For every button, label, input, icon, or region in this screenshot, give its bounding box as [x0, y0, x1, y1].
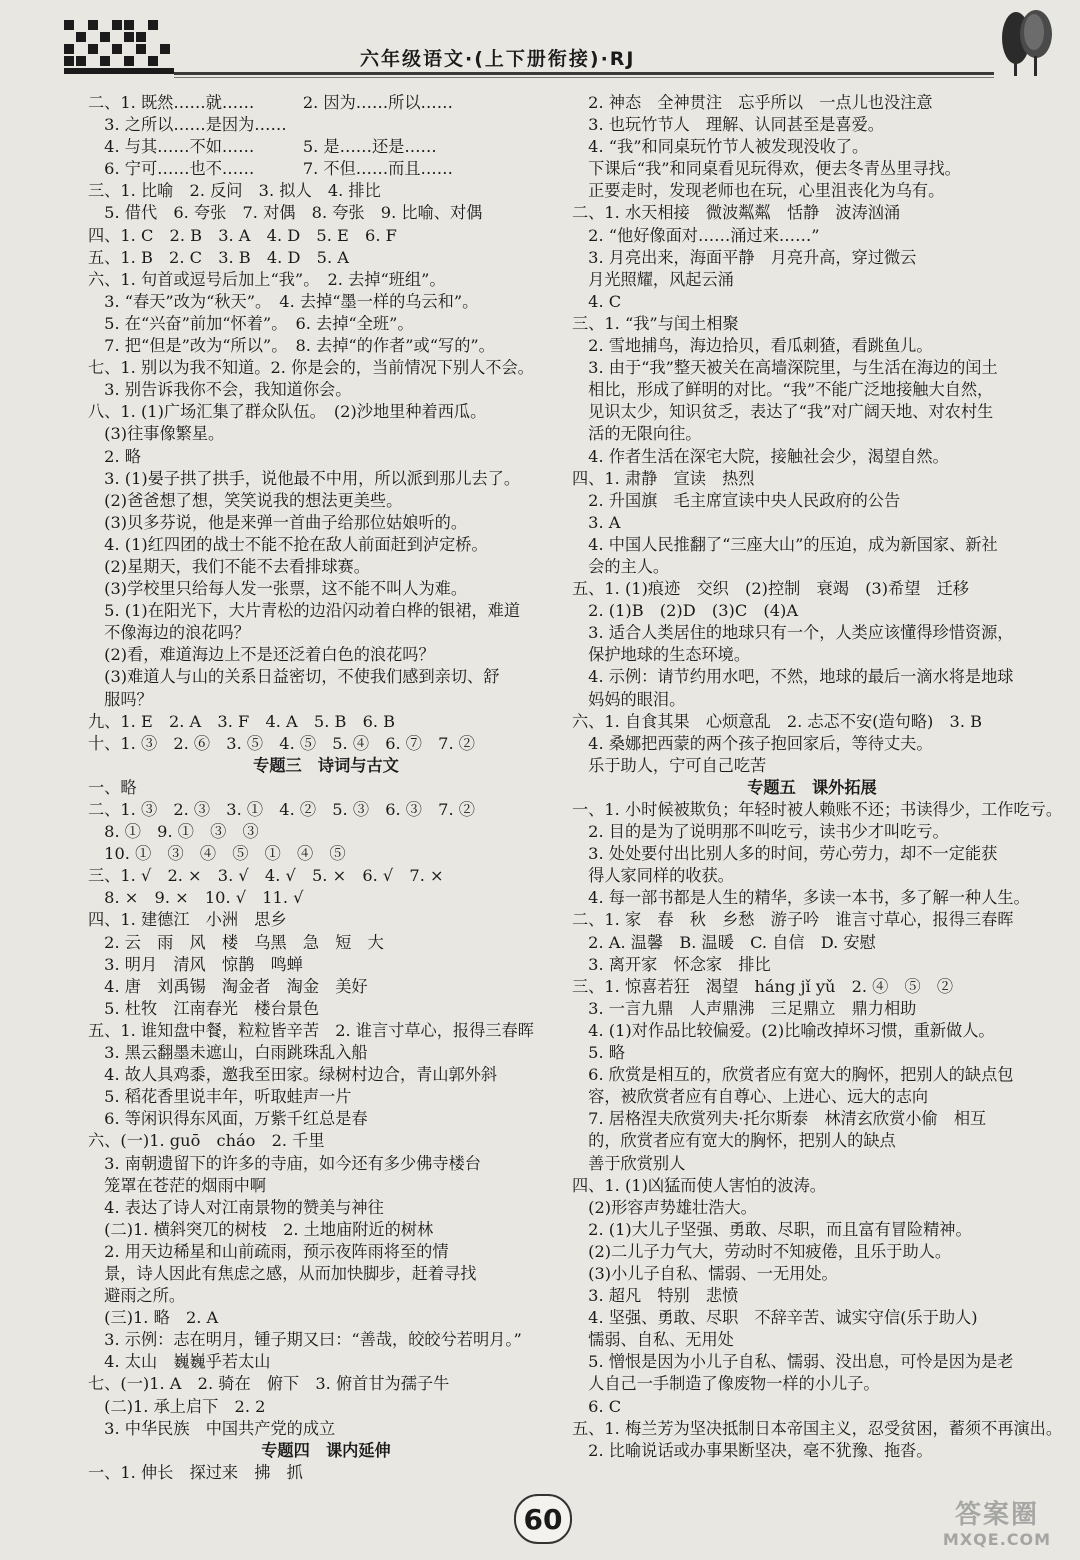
answer-line: (3)往事像繁星。: [88, 424, 225, 444]
answer-line: 3. 离开家 怀念家 排比: [572, 954, 771, 974]
answer-line: 4. (1)对作品比较偏爱。(2)比喻改掉坏习惯，重新做人。: [572, 1020, 995, 1040]
answer-line: 5. 略: [572, 1043, 625, 1063]
page-title: 六年级语文·(上下册衔接)·RJ: [360, 48, 636, 70]
answer-line: 5. 在“兴奋”前加“怀着”。 6. 去掉“全班”。: [88, 313, 414, 333]
answer-line: 三、1. √ 2. × 3. √ 4. √ 5. × 6. √ 7. ×: [88, 866, 444, 886]
answer-line: 一、1. 小时候被欺负；年轻时被人赖账不还；书读得少，工作吃亏。: [572, 800, 1063, 819]
answer-line: 4. (1)红四团的战士不能不抢在敌人前面赶到泸定桥。: [88, 534, 488, 554]
header-rule-thin: [174, 77, 994, 78]
answer-line: 四、1. C 2. B 3. A 4. D 5. E 6. F: [88, 225, 397, 245]
answer-line: 3. 黑云翻墨未遮山，白雨跳珠乱入船: [88, 1043, 368, 1063]
watermark-logo-text: 答案圈: [954, 1500, 1039, 1530]
answer-line: 善于欣赏别人: [572, 1153, 686, 1173]
answer-line: 会的主人。: [572, 556, 670, 576]
answer-line: 6. 宁可……也不…… 7. 不但……而且……: [88, 159, 453, 179]
answer-line: 3. 一言九鼎 人声鼎沸 三足鼎立 鼎力相助: [572, 998, 917, 1018]
answer-line: 2. 雪地捕鸟，海边拾贝，看瓜刺猹，看跳鱼儿。: [572, 336, 933, 356]
answer-line: 2. 略: [88, 446, 141, 466]
answer-line: 十、1. ③ 2. ⑥ 3. ⑤ 4. ⑤ 5. ④ 6. ⑦ 7. ②: [88, 733, 475, 753]
answer-line: 4. “我”和同桌玩竹节人被发现没收了。: [572, 137, 869, 157]
answer-line: 二、1. 水天相接 微波粼粼 恬静 波涛汹涌: [572, 203, 901, 223]
answer-line: 3. 月亮出来，海面平静 月亮升高，穿过微云: [572, 247, 917, 267]
answer-column-right: [572, 92, 1063, 1462]
answer-line: 懦弱、自私、无用处: [572, 1330, 734, 1350]
answer-line: 2. (1)大儿子坚强、勇敢、尽职，而且富有冒险精神。: [572, 1219, 972, 1239]
pixel-logo-icon: [64, 20, 174, 78]
answer-line: (2)爸爸想了想，笑笑说我的想法更美些。: [88, 490, 403, 510]
answer-line: 四、1. 建德江 小洲 思乡: [88, 910, 287, 930]
answer-line: 见识太少，知识贫乏，表达了“我”对广阔天地、对农村生: [572, 402, 994, 422]
tree-icon: [994, 8, 1058, 80]
answer-line: 三、1. “我”与闰土相聚: [572, 313, 739, 333]
answer-line: 避雨之所。: [88, 1286, 186, 1306]
watermark: [922, 1500, 1072, 1554]
header-rule: [174, 72, 994, 75]
page-number: 60: [514, 1494, 572, 1544]
answer-line: 3. 之所以……是因为……: [88, 115, 287, 135]
answer-line: 专题四 课内延伸: [261, 1440, 391, 1460]
answer-line: 5. 杜牧 江南春光 楼台景色: [88, 998, 320, 1018]
answer-line: 2. 神态 全神贯注 忘乎所以 一点儿也没注意: [572, 93, 933, 112]
answer-line: 3. 南朝遗留下的许多的寺庙，如今还有多少佛寺楼台: [88, 1153, 481, 1173]
answer-line: 人自己一手制造了像废物一样的小儿子。: [572, 1374, 880, 1394]
answer-line: (2)二儿子力气大，劳动时不知疲倦，且乐于助人。: [572, 1241, 952, 1261]
answer-line: 二、1. 家 春 秋 乡愁 游子吟 谁言寸草心，报得三春晖: [572, 910, 1014, 930]
answer-line: 3. (1)晏子拱了拱手，说他最不中用，所以派到那儿去了。: [88, 468, 521, 488]
answer-line: 3. A: [572, 512, 621, 532]
answer-line: 4. 故人具鸡黍，邀我至田家。绿树村边合，青山郭外斜: [88, 1065, 498, 1085]
answer-line: 5. 借代 6. 夸张 7. 对偶 8. 夸张 9. 比喻、对偶: [88, 203, 483, 223]
answer-line: 3. 适合人类居住的地球只有一个，人类应该懂得珍惜资源，: [572, 623, 1014, 643]
answer-line: 3. 别告诉我你不会，我知道你会。: [88, 380, 352, 400]
answer-line: 5. 憎恨是因为小儿子自私、懦弱、没出息，可怜是因为是老: [572, 1352, 1014, 1372]
answer-line: 6. 等闲识得东风面，万紫千红总是春: [88, 1109, 368, 1129]
answer-line: 一、1. 伸长 探过来 拂 抓: [88, 1462, 303, 1482]
answer-line: 容，被欣赏者应有自尊心、上进心、远大的志向: [572, 1087, 929, 1107]
answer-line: (3)小儿子自私、懦弱、一无用处。: [572, 1263, 838, 1283]
answer-line: 8. ① 9. ① ③ ③: [88, 822, 259, 842]
answer-line: 10. ① ③ ④ ⑤ ① ④ ⑤: [88, 844, 346, 864]
answer-line: 八、1. (1)广场汇集了群众队伍。 (2)沙地里种着西瓜。: [88, 402, 487, 422]
answer-line: 七、1. 别以为我不知道。2. 你是会的，当前情况下别人不会。: [88, 358, 534, 378]
answer-line: 6. C: [572, 1396, 622, 1416]
answer-line: 7. 把“但是”改为“所以”。 8. 去掉“的作者”或“写的”。: [88, 336, 495, 356]
answer-line: 4. 与其……不如…… 5. 是……还是……: [88, 137, 437, 157]
answer-line: 二、1. 既然……就…… 2. 因为……所以……: [88, 93, 453, 112]
answer-line: 五、1. B 2. C 3. B 4. D 5. A: [88, 247, 349, 267]
answer-line: 相比，形成了鲜明的对比。“我”不能广泛地接触大自然，: [572, 380, 994, 400]
answer-line: 2. A. 温馨 B. 温暖 C. 自信 D. 安慰: [572, 932, 876, 952]
answer-line: 六、(一)1. guō cháo 2. 千里: [88, 1131, 325, 1151]
answer-line: 3. 明月 清风 惊鹊 鸣蝉: [88, 954, 303, 974]
answer-line: 乐于助人，宁可自己吃苦: [572, 755, 767, 775]
answer-line: 3. “春天”改为“秋天”。 4. 去掉“墨一样的乌云和”。: [88, 291, 479, 311]
answer-line: 景，诗人因此有焦虑之感，从而加快脚步，赶着寻找: [88, 1263, 477, 1283]
answer-line: 六、1. 自食其果 心烦意乱 2. 忐忑不安(造句略) 3. B: [572, 711, 983, 731]
answer-line: 3. 处处要付出比别人多的时间，劳心劳力，却不一定能获: [572, 844, 998, 864]
answer-line: 下课后“我”和同桌看见玩得欢，便去冬青丛里寻找。: [572, 159, 961, 179]
answer-line: 正要走时，发现老师也在玩，心里沮丧化为乌有。: [572, 181, 945, 201]
answer-line: 四、1. (1)凶猛而使人害怕的波涛。: [572, 1175, 826, 1195]
answer-line: 一、略: [88, 777, 137, 797]
answer-line: 2. 云 雨 风 楼 乌黑 急 短 大: [88, 932, 384, 952]
answer-line: 三、1. 比喻 2. 反问 3. 拟人 4. 排比: [88, 181, 381, 201]
answer-line: 3. 示例：志在明月，锺子期又曰：“善哉，皎皎兮若明月。”: [88, 1330, 522, 1350]
answer-line: 4. 唐 刘禹锡 淘金者 淘金 美好: [88, 976, 368, 996]
answer-line: 4. 桑娜把西蒙的两个孩子抱回家后，等待丈夫。: [572, 733, 933, 753]
answer-line: (二)1. 横斜突兀的树枝 2. 土地庙附近的树林: [88, 1219, 434, 1239]
answer-line: 三、1. 惊喜若狂 渴望 háng jǐ yǔ 2. ④ ⑤ ②: [572, 976, 954, 996]
answer-line: (三)1. 略 2. A: [88, 1308, 219, 1328]
answer-line: 四、1. 肃静 宣读 热烈: [572, 468, 755, 488]
answer-line: 7. 居格涅夫欣赏列夫·托尔斯泰 林清玄欣赏小偷 相互: [572, 1109, 987, 1129]
answer-line: 3. 中华民族 中国共产党的成立: [88, 1418, 336, 1438]
answer-line: 二、1. ③ 2. ③ 3. ① 4. ② 5. ③ 6. ③ 7. ②: [88, 800, 475, 819]
answer-line: 4. 示例：请节约用水吧，不然，地球的最后一滴水将是地球: [572, 667, 1014, 687]
answer-line: (2)形容声势雄壮浩大。: [572, 1197, 757, 1217]
answer-line: (2)星期天，我们不能不去看排球赛。: [88, 556, 370, 576]
answer-line: 2. 比喻说话或办事果断坚决，毫不犹豫、拖沓。: [572, 1440, 933, 1460]
answer-line: (二)1. 承上启下 2. 2: [88, 1396, 266, 1416]
answer-line: 五、1. 梅兰芳为坚决抵制日本帝国主义，忍受贫困，蓄须不再演出。: [572, 1418, 1063, 1438]
answer-line: 4. 太山 巍巍乎若太山: [88, 1352, 271, 1372]
answer-line: 五、1. 谁知盘中餐，粒粒皆辛苦 2. 谁言寸草心，报得三春晖: [88, 1020, 534, 1040]
answer-line: 妈妈的眼泪。: [572, 689, 686, 709]
answer-line: 2. (1)B (2)D (3)C (4)A: [572, 601, 799, 621]
answer-line: 4. 作者生活在深宅大院，接触社会少，渴望自然。: [572, 446, 949, 466]
answer-line: 保护地球的生态环境。: [572, 645, 751, 665]
answer-line: 月光照耀，风起云涌: [572, 269, 734, 289]
answer-line: 笼罩在苍茫的烟雨中啊: [88, 1175, 267, 1195]
answer-line: 4. 每一部书都是人生的精华，多读一本书，多了解一种人生。: [572, 888, 1030, 908]
answer-line: 4. 中国人民推翻了“三座大山”的压迫，成为新国家、新社: [572, 534, 998, 554]
answer-line: 九、1. E 2. A 3. F 4. A 5. B 6. B: [88, 711, 396, 731]
answer-line: 3. 也玩竹节人 理解、认同甚至是喜爱。: [572, 115, 884, 135]
answer-line: 专题五 课外拓展: [747, 777, 877, 797]
answer-line: 的，欣赏者应有宽大的胸怀，把别人的缺点: [572, 1131, 896, 1151]
answer-line: 5. (1)在阳光下，大片青松的边沿闪动着白桦的银裙，难道: [88, 601, 521, 621]
answer-line: 服吗？: [88, 689, 153, 709]
answer-line: 6. 欣赏是相互的，欣赏者应有宽大的胸怀，把别人的缺点包: [572, 1065, 1014, 1085]
answer-line: 活的无限向往。: [572, 424, 702, 444]
answer-line: 得人家同样的收获。: [572, 866, 734, 886]
answer-line: 七、(一)1. A 2. 骑在 俯下 3. 俯首甘为孺子牛: [88, 1374, 450, 1394]
answer-line: 专题三 诗词与古文: [253, 755, 399, 775]
answer-column-left: [88, 92, 564, 1484]
answer-line: 五、1. (1)痕迹 交织 (2)控制 衰竭 (3)希望 迁移: [572, 579, 969, 599]
answer-line: 3. 由于“我”整天被关在高墙深院里，与生活在海边的闰土: [572, 358, 998, 378]
answer-line: 2. “他好像面对……涌过来……”: [572, 225, 820, 245]
answer-line: (3)贝多芬说，他是来弹一首曲子给那位姑娘听的。: [88, 512, 468, 532]
answer-line: 4. 坚强、勇敢、尽职 不辞辛苦、诚实守信(乐于助人): [572, 1308, 978, 1328]
answer-line: 2. 目的是为了说明那不叫吃亏，读书少才叫吃亏。: [572, 822, 949, 842]
answer-line: 5. 稻花香里说丰年，听取蛙声一片: [88, 1087, 352, 1107]
answer-line: 2. 用天边稀星和山前疏雨，预示夜阵雨将至的情: [88, 1241, 449, 1261]
answer-line: (2)看，难道海边上不是还泛着白色的浪花吗？: [88, 645, 435, 665]
answer-line: 4. 表达了诗人对江南景物的赞美与神往: [88, 1197, 384, 1217]
answer-line: 3. 超凡 特别 悲愤: [572, 1286, 739, 1306]
answer-line: 2. 升国旗 毛主席宣读中央人民政府的公告: [572, 490, 901, 510]
watermark-url: MXQE.COM: [942, 1530, 1052, 1549]
answer-line: 不像海边的浪花吗？: [88, 623, 250, 643]
answer-line: 4. C: [572, 291, 622, 311]
answer-line: 六、1. 句首或逗号后加上“我”。 2. 去掉“班组”。: [88, 269, 446, 289]
answer-line: (3)学校里只给每人发一张票，这不能不叫人为难。: [88, 579, 468, 599]
page-header: [0, 0, 1080, 92]
answer-line: 8. × 9. × 10. √ 11. √: [88, 888, 304, 908]
answer-line: (3)难道人与山的关系日益密切，不使我们感到亲切、舒: [88, 667, 500, 687]
